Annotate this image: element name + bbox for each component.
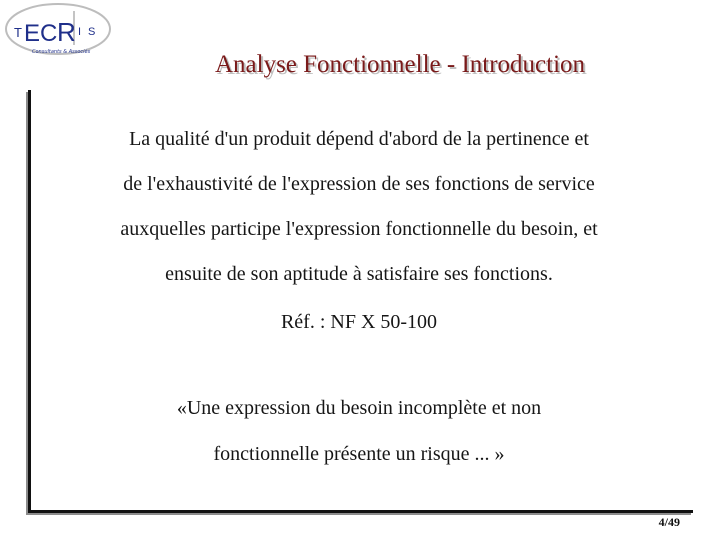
reference-text: Réf. : NF X 50-100 [280,311,438,333]
logo-letter-c: C [40,20,58,47]
company-logo [2,1,114,59]
paragraph-line: La qualité d'un produit dépend d'abord de la pertinence et [129,128,589,150]
paragraph-line: ensuite de son aptitude à satisfaire ses fonctions. [165,263,553,285]
paragraph-line: auxquelles participe l'expression fonctionnelle du besoin, et [120,218,598,240]
slide-title: Analyse Fonctionnelle - Introduction [214,51,586,78]
logo-letter-e: E [24,20,41,47]
quote-line: fonctionnelle présente un risque ... » [213,443,505,465]
logo-letter-t: T [14,25,22,40]
main-paragraph [36,117,682,297]
paragraph-line: de l'exhaustivité de l'expression de ses fonctions de service [123,173,595,195]
page-number: 4/49 [658,515,680,529]
logo-letter-s: S [88,26,96,38]
logo-letter-i: I [78,26,82,38]
quote-line: «Une expression du besoin incomplète et non [176,397,542,419]
logo-tagline: Consultants & Associés [32,49,91,55]
quote-block [36,385,682,477]
logo-letter-r: R [57,17,76,47]
